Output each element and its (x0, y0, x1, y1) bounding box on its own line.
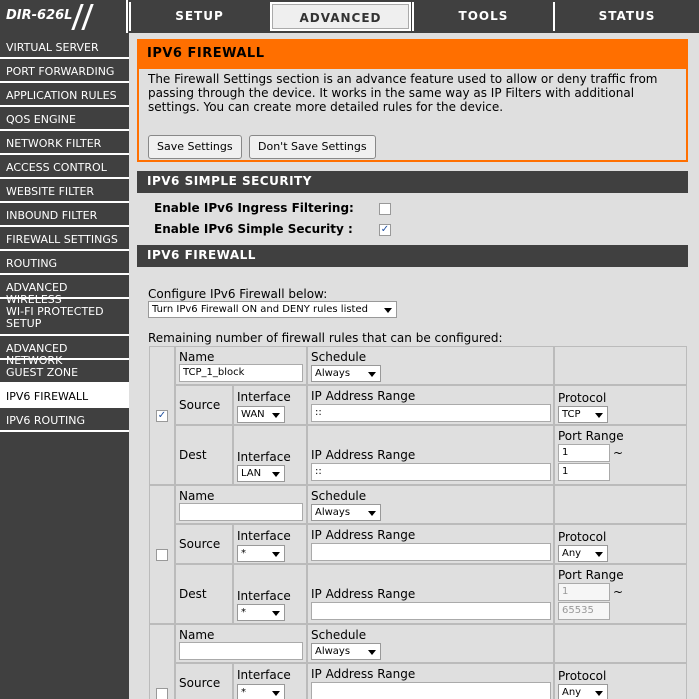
sidebar-item-access-control[interactable]: ACCESS CONTROL (0, 155, 129, 179)
sidebar-item-inbound-filter[interactable]: INBOUND FILTER (0, 203, 129, 227)
sidebar-item-application-rules[interactable]: APPLICATION RULES (0, 83, 129, 107)
chevron-down-icon (272, 472, 280, 477)
simple-security-section (137, 193, 688, 243)
source-ip-cell (307, 663, 554, 699)
simple-security-checkbox[interactable]: ✓ (380, 224, 390, 235)
sidebar-item-wifi-protected-setup[interactable]: WI-FI PROTECTED SETUP (0, 299, 129, 336)
sidebar-item-virtual-server[interactable]: VIRTUAL SERVER (0, 35, 129, 59)
rule-empty-cell (554, 624, 687, 663)
schedule-select[interactable] (311, 365, 381, 382)
firewall-section (137, 267, 688, 699)
ip-range-label: IP Address Range (311, 448, 416, 462)
firewall-rule-3 (156, 624, 687, 699)
dest-interface-cell (233, 564, 307, 624)
rule-schedule-cell (307, 485, 554, 524)
tab-setup[interactable]: SETUP (129, 2, 268, 31)
rule-schedule-cell (307, 346, 554, 385)
ingress-filtering-checkbox[interactable] (379, 203, 391, 215)
rule-name-input[interactable] (179, 503, 303, 521)
source-interface-value: WAN (241, 409, 265, 420)
protocol-label: Protocol (558, 391, 607, 405)
source-interface-cell (233, 663, 307, 699)
protocol-select[interactable] (558, 684, 608, 699)
chevron-down-icon (272, 413, 280, 418)
source-label-cell (175, 385, 233, 425)
chevron-down-icon (272, 552, 280, 557)
rule-checkbox-cell (149, 624, 175, 699)
firewall-rule-1 (156, 346, 687, 485)
source-label-cell (175, 663, 233, 699)
interface-label: Interface (237, 589, 291, 603)
ip-range-label: IP Address Range (311, 667, 416, 681)
simple-security-label: Enable IPv6 Simple Security : (154, 222, 353, 236)
source-interface-value: * (241, 548, 246, 559)
dest-label-cell (175, 425, 233, 485)
chevron-down-icon (272, 611, 280, 616)
rule-name-input[interactable] (179, 642, 303, 660)
chevron-down-icon (368, 650, 376, 655)
rule-checkbox-cell (149, 346, 175, 485)
chevron-down-icon (368, 372, 376, 377)
sidebar-item-qos-engine[interactable]: QOS ENGINE (0, 107, 129, 131)
protocol-select[interactable] (558, 545, 608, 562)
chevron-down-icon (384, 308, 392, 313)
rule-name-label: Name (179, 350, 215, 364)
chevron-down-icon (595, 552, 603, 557)
sidebar-item-network-filter[interactable]: NETWORK FILTER (0, 131, 129, 155)
source-ip-input[interactable]: :: (311, 404, 551, 422)
rule-name-cell (175, 485, 307, 524)
source-label: Source (179, 398, 221, 412)
dest-label: Dest (179, 448, 207, 462)
schedule-label: Schedule (311, 350, 367, 364)
configure-firewall-label: Configure IPv6 Firewall below: (148, 287, 328, 301)
source-ip-cell (307, 524, 554, 564)
rule-checkbox-cell (149, 485, 175, 624)
save-settings-button[interactable]: Save Settings (148, 135, 242, 159)
page-title: IPV6 FIREWALL (139, 41, 686, 69)
sidebar-item-website-filter[interactable]: WEBSITE FILTER (0, 179, 129, 203)
sidebar-item-firewall-settings[interactable]: FIREWALL SETTINGS (0, 227, 129, 251)
intro-panel (137, 39, 688, 162)
sidebar (0, 33, 129, 699)
rule-enable-checkbox[interactable] (156, 549, 168, 561)
source-interface-select[interactable] (237, 684, 285, 699)
protocol-value: Any (562, 687, 582, 698)
schedule-label: Schedule (311, 628, 367, 642)
port-range-separator: ~ (613, 585, 624, 599)
protocol-select[interactable] (558, 406, 608, 423)
port-range-label: Port Range (558, 429, 624, 443)
dest-ip-cell (307, 425, 554, 485)
source-label: Source (179, 537, 221, 551)
source-ip-cell (307, 385, 554, 425)
firewall-mode-select[interactable] (148, 301, 397, 318)
model-logo (0, 0, 128, 33)
rule-name-cell (175, 624, 307, 663)
dest-interface-value: * (241, 607, 246, 618)
logo-slash-icon (81, 4, 93, 30)
interface-label: Interface (237, 668, 291, 682)
rule-enable-checkbox[interactable]: ✓ (157, 410, 167, 421)
port-to-input[interactable]: 1 (558, 463, 610, 481)
dest-interface-select[interactable] (237, 604, 285, 621)
chevron-down-icon (595, 413, 603, 418)
firewall-mode-value: Turn IPv6 Firewall ON and DENY rules listed (152, 304, 368, 315)
protocol-cell (554, 385, 687, 425)
ip-range-label: IP Address Range (311, 587, 416, 601)
schedule-value: Always (315, 507, 351, 518)
rule-name-cell (175, 346, 307, 385)
interface-label: Interface (237, 529, 291, 543)
port-range-cell (554, 564, 687, 624)
protocol-label: Protocol (558, 669, 607, 683)
schedule-label: Schedule (311, 489, 367, 503)
sidebar-item-advanced-wireless[interactable]: ADVANCED WIRELESS (0, 275, 129, 299)
ip-range-label: IP Address Range (311, 389, 416, 403)
schedule-select[interactable] (311, 504, 381, 521)
dest-interface-select[interactable] (237, 465, 285, 482)
chevron-down-icon (272, 691, 280, 696)
port-range-cell (554, 425, 687, 485)
model-name: DIR-626L (6, 8, 73, 23)
rule-enable-checkbox[interactable] (156, 688, 168, 699)
source-ip-input[interactable] (311, 682, 551, 699)
sidebar-item-routing[interactable]: ROUTING (0, 251, 129, 275)
firewall-rule-2 (156, 485, 687, 624)
source-ip-input[interactable] (311, 543, 551, 561)
sidebar-item-ipv6-routing[interactable]: IPV6 ROUTING (0, 408, 129, 432)
tab-status[interactable]: STATUS (553, 2, 699, 31)
ingress-filtering-label: Enable IPv6 Ingress Filtering: (154, 201, 354, 215)
dont-save-settings-button[interactable]: Don't Save Settings (249, 135, 376, 159)
source-interface-cell (233, 385, 307, 425)
schedule-select[interactable] (311, 643, 381, 660)
source-interface-cell (233, 524, 307, 564)
sidebar-item-port-forwarding[interactable]: PORT FORWARDING (0, 59, 129, 83)
port-from-input[interactable]: 1 (558, 583, 610, 601)
sidebar-item-guest-zone[interactable]: GUEST ZONE (0, 360, 129, 384)
sidebar-item-advanced-network[interactable]: ADVANCED NETWORK (0, 336, 129, 360)
chevron-down-icon (368, 511, 376, 516)
chevron-down-icon (595, 691, 603, 696)
top-navigation-bar (0, 0, 699, 33)
source-label-cell (175, 524, 233, 564)
schedule-value: Always (315, 646, 351, 657)
port-to-input[interactable]: 65535 (558, 602, 610, 620)
simple-security-header: IPV6 SIMPLE SECURITY (137, 171, 688, 193)
protocol-label: Protocol (558, 530, 607, 544)
firewall-header: IPV6 FIREWALL (137, 245, 688, 267)
interface-label: Interface (237, 450, 291, 464)
dest-label: Dest (179, 587, 207, 601)
schedule-value: Always (315, 368, 351, 379)
source-interface-select[interactable] (237, 545, 285, 562)
dest-interface-cell (233, 425, 307, 485)
protocol-cell (554, 663, 687, 699)
dest-label-cell (175, 564, 233, 624)
rule-name-label: Name (179, 489, 215, 503)
port-from-input[interactable]: 1 (558, 444, 610, 462)
sidebar-item-ipv6-firewall[interactable]: IPV6 FIREWALL (0, 384, 129, 408)
source-interface-select[interactable] (237, 406, 285, 423)
tab-tools[interactable]: TOOLS (412, 2, 553, 31)
dest-ip-input[interactable]: :: (311, 463, 551, 481)
rule-empty-cell (554, 346, 687, 385)
source-interface-value: * (241, 687, 246, 698)
main-content (129, 33, 699, 699)
protocol-value: Any (562, 548, 582, 559)
port-range-label: Port Range (558, 568, 624, 582)
tab-advanced[interactable]: ADVANCED (270, 2, 411, 31)
port-range-separator: ~ (613, 446, 624, 460)
interface-label: Interface (237, 390, 291, 404)
rule-empty-cell (554, 485, 687, 524)
rule-name-input[interactable]: TCP_1_block (179, 364, 303, 382)
dest-ip-cell (307, 564, 554, 624)
source-label: Source (179, 676, 221, 690)
rule-schedule-cell (307, 624, 554, 663)
intro-text: The Firewall Settings section is an advance feature used to allow or deny traffic from passing through the device. It works in the same way as IP Filters with additional settings. You can create more detailed rules for the device. (148, 72, 658, 114)
rule-name-label: Name (179, 628, 215, 642)
protocol-value: TCP (562, 409, 581, 420)
dest-interface-value: LAN (241, 468, 262, 479)
ip-range-label: IP Address Range (311, 528, 416, 542)
protocol-cell (554, 524, 687, 564)
dest-ip-input[interactable] (311, 602, 551, 620)
remaining-rules-label: Remaining number of firewall rules that can be configured: (148, 331, 503, 345)
